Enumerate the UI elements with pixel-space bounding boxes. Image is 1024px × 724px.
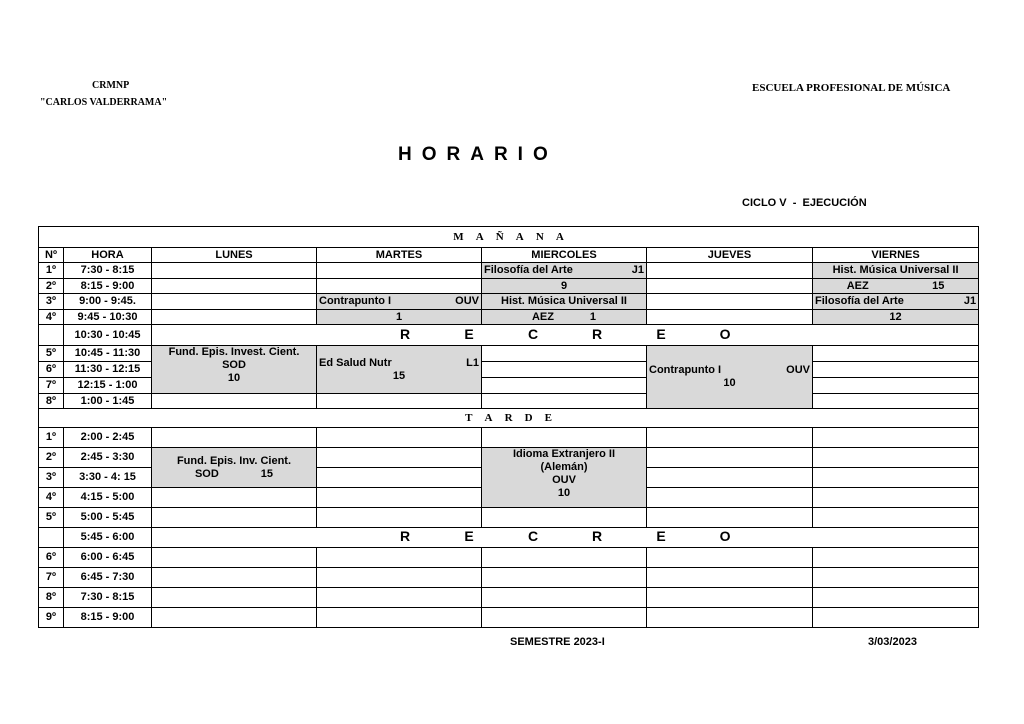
table-row [39,448,979,468]
period-time: 6:00 - 6:45 [64,548,152,568]
course-cell: AEZ 15 [813,279,979,294]
schedule-cell [813,468,979,488]
schedule-cell [813,568,979,588]
period-time: 2:45 - 3:30 [64,448,152,468]
period-time: 11:30 - 12:15 [64,362,152,378]
schedule-cell [647,279,813,294]
table-row [39,508,979,528]
semester-label: SEMESTRE 2023-I [510,636,605,648]
schedule-cell [152,488,317,508]
course-cell: Ed Salud Nutr L1 15 [317,346,482,394]
table-row [39,588,979,608]
schedule-cell [317,588,482,608]
period-time: 8:15 - 9:00 [64,279,152,294]
recreo-row: R E C R E O [152,325,979,346]
course-cell: Idioma Extranjero II (Alemán) OUV 10 [482,448,647,508]
table-row [39,294,979,310]
schedule-cell [317,468,482,488]
period-number: 3º [39,468,64,488]
course-cell: Contrapunto I OUV 10 [647,346,813,409]
period-number: 9º [39,608,64,628]
period-number: 7º [39,568,64,588]
schedule-cell [813,448,979,468]
schedule-cell [647,468,813,488]
table-row [39,263,979,279]
schedule-cell [813,608,979,628]
period-number: 6º [39,548,64,568]
period-time: 9:00 - 9:45. [64,294,152,310]
course-cell: 1 [317,310,482,325]
schedule-cell [813,346,979,362]
institution-short: CRMNP [92,80,130,91]
col-header: Nº [39,248,64,263]
period-time: 2:00 - 2:45 [64,428,152,448]
period-time: 5:45 - 6:00 [64,528,152,548]
table-row [39,394,979,409]
schedule-cell [482,548,647,568]
period-number: 1º [39,263,64,279]
schedule-cell [152,310,317,325]
col-header: JUEVES [647,248,813,263]
period-time: 1:00 - 1:45 [64,394,152,409]
course-cell: 9 [482,279,647,294]
schedule-cell [152,263,317,279]
col-header: HORA [64,248,152,263]
schedule-cell [317,428,482,448]
table-row [39,428,979,448]
schedule-cell [647,508,813,528]
period-time: 6:45 - 7:30 [64,568,152,588]
schedule-cell [482,508,647,528]
schedule-cell [813,488,979,508]
period-time: 8:15 - 9:00 [64,608,152,628]
table-row [39,346,979,362]
period-number: 4º [39,488,64,508]
schedule-cell [647,488,813,508]
schedule-cell [813,428,979,448]
schedule-cell [647,310,813,325]
period-number: 6º [39,362,64,378]
schedule-cell [152,508,317,528]
schedule-cell [482,608,647,628]
schedule-cell [317,608,482,628]
schedule-cell [647,588,813,608]
institution-name: "CARLOS VALDERRAMA" [40,97,168,108]
course-cell: Contrapunto I OUV [317,294,482,310]
schedule-cell [482,378,647,394]
table-row [39,528,979,548]
schedule-cell [813,378,979,394]
schedule-cell [317,568,482,588]
period-number: 7º [39,378,64,394]
date-label: 3/03/2023 [868,636,917,648]
schedule-cell [317,508,482,528]
course-cell: Fund. Epis. Inv. Cient. SOD 15 [152,448,317,488]
period-number: 5º [39,346,64,362]
period-time: 4:15 - 5:00 [64,488,152,508]
period-time: 9:45 - 10:30 [64,310,152,325]
course-cell: Fund. Epis. Invest. Cient. SOD 10 [152,346,317,394]
schedule-cell [482,346,647,362]
schedule-cell [813,362,979,378]
schedule-cell [647,263,813,279]
schedule-cell [647,448,813,468]
course-cell: 12 [813,310,979,325]
schedule-cell [152,548,317,568]
course-cell: Filosofía del Arte J1 [482,263,647,279]
period-number [39,528,64,548]
period-number: 1º [39,428,64,448]
schedule-cell [317,394,482,409]
school-name: ESCUELA PROFESIONAL DE MÚSICA [752,82,951,94]
period-time: 12:15 - 1:00 [64,378,152,394]
schedule-cell [813,548,979,568]
schedule-cell [152,294,317,310]
table-row [39,325,979,346]
schedule-cell [482,568,647,588]
schedule-cell [482,588,647,608]
schedule-cell [152,608,317,628]
table-row [39,310,979,325]
period-number: 2º [39,448,64,468]
schedule-cell [813,588,979,608]
schedule-cell [317,548,482,568]
period-number: 8º [39,588,64,608]
schedule-cell [152,428,317,448]
col-header: VIERNES [813,248,979,263]
schedule-cell [317,448,482,468]
schedule-cell [152,279,317,294]
period-number: 8º [39,394,64,409]
section-afternoon: T A R D E [39,409,979,428]
period-time: 7:30 - 8:15 [64,263,152,279]
course-cell: Hist. Música Universal II [482,294,647,310]
schedule-cell [647,568,813,588]
schedule-cell [152,588,317,608]
schedule-cell [482,362,647,378]
schedule-cell [647,608,813,628]
period-time: 3:30 - 4: 15 [64,468,152,488]
period-time: 5:00 - 5:45 [64,508,152,528]
course-cell: AEZ 1 [482,310,647,325]
col-header: MIERCOLES [482,248,647,263]
schedule-cell [317,488,482,508]
course-cell: Filosofía del Arte J1 [813,294,979,310]
recreo-row: R E C R E O [152,528,979,548]
schedule-cell [813,394,979,409]
schedule-cell [482,428,647,448]
table-row [39,548,979,568]
schedule-cell [152,568,317,588]
schedule-table [38,226,979,628]
period-time: 7:30 - 8:15 [64,588,152,608]
table-row [39,568,979,588]
period-time: 10:45 - 11:30 [64,346,152,362]
schedule-cell [813,508,979,528]
schedule-cell [317,279,482,294]
period-number: 3º [39,294,64,310]
period-number: 2º [39,279,64,294]
period-time: 10:30 - 10:45 [64,325,152,346]
section-morning: M A Ñ A N A [39,227,979,248]
schedule-cell [317,263,482,279]
col-header: MARTES [317,248,482,263]
table-row [39,279,979,294]
period-number: 4º [39,310,64,325]
schedule-cell [647,294,813,310]
page-title: HORARIO [398,144,558,165]
schedule-cell [152,394,317,409]
ciclo-label: CICLO V - EJECUCIÓN [742,197,867,209]
schedule-cell [482,394,647,409]
table-row [39,608,979,628]
header-row [39,248,979,263]
schedule-cell [647,548,813,568]
col-header: LUNES [152,248,317,263]
course-cell: Hist. Música Universal II [813,263,979,279]
period-number [39,325,64,346]
period-number: 5º [39,508,64,528]
schedule-cell [647,428,813,448]
